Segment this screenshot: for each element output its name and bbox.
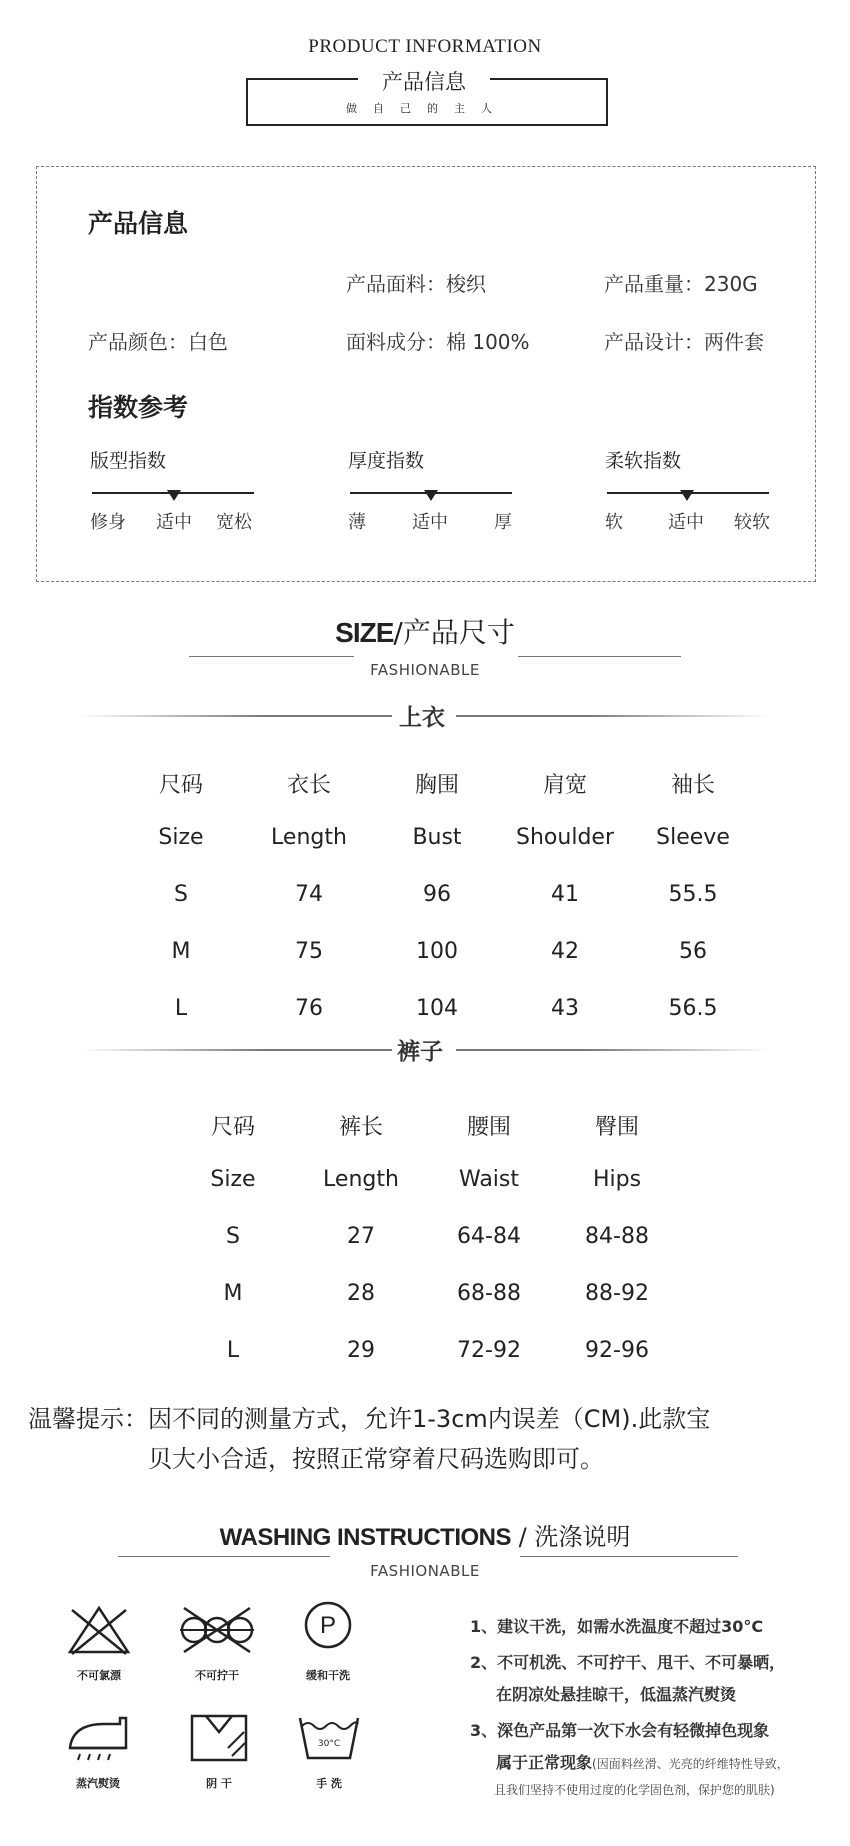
weight-label: 产品重量： [604,272,704,296]
pants-table-cell: L [226,1338,240,1363]
header-subtitle: 做自己的主人 [346,102,508,115]
hand-wash-label: 手 洗 [316,1777,342,1790]
pants-table-cell: M [223,1281,243,1306]
fabric-label: 产品面料： [346,272,446,296]
top-table-header-cn: 胸围 [414,773,460,798]
top-table-cell: 76 [295,996,323,1021]
pants-table-header-en: Size [210,1167,256,1192]
steam-iron-label: 蒸汽熨烫 [76,1777,120,1790]
top-table-cell: S [174,882,188,907]
top-table-cell: 100 [416,939,458,964]
wash-instruction-1: 1、建议干洗，如需水洗温度不超过30°C [470,1617,764,1636]
pants-table-header-cn: 裤长 [338,1115,384,1140]
top-table-cell: 74 [295,882,323,907]
washing-title-line-right [520,1556,738,1557]
index-heading: 指数参考 [88,393,189,422]
top-table-header-en: Size [158,825,204,850]
svg-text:P: P [319,1612,337,1639]
weight-value: 230G [704,272,758,296]
pants-section-label: 裤子 [397,1039,443,1065]
washing-title-rest: / 洗涤说明 [511,1523,631,1551]
fit-index-label-right: 宽松 [216,512,252,533]
pants-table-header-en: Waist [458,1167,520,1192]
fabric-field [346,268,486,297]
no-bleach-icon [66,1604,132,1656]
pants-table-header-cn: 尺码 [210,1115,256,1140]
softness-index-label-mid: 适中 [668,512,704,533]
pants-table-header-cn: 臀围 [594,1115,640,1140]
softness-index-label-right: 较软 [734,512,770,533]
size-title-line-right [518,656,681,657]
pants-table-cell: 28 [347,1281,375,1306]
weight-field [604,268,758,297]
composition-value: 棉 100% [446,330,530,354]
top-table-cell: 75 [295,939,323,964]
top-table-header-cn: 尺码 [158,773,204,798]
washing-title-line-left [118,1556,330,1557]
design-field [604,326,764,355]
size-tip-line2: 贝大小合适，按照正常穿着尺码选购即可。 [148,1445,604,1473]
wash-instruction-3a: 3、深色产品第一次下水会有轻微掉色现象 [470,1721,770,1740]
info-heading: 产品信息 [88,209,189,238]
header-title-en: PRODUCT INFORMATION [308,36,542,57]
top-section-line-right [456,715,770,717]
top-table-header-cn: 衣长 [286,773,332,798]
no-bleach-label: 不可氯漂 [77,1669,121,1682]
top-table-cell: 43 [551,996,579,1021]
softness-index-label-left: 软 [605,512,623,533]
fit-index-marker-icon [167,490,181,501]
washing-tagline: FASHIONABLE [370,1562,480,1580]
size-section-title [0,611,850,651]
pants-table-header-en: Length [323,1167,399,1192]
wash-instruction-3b-main: 属于正常现象 [496,1753,593,1772]
top-table-cell: 41 [551,882,579,907]
design-label: 产品设计： [604,330,704,354]
top-table-cell: L [174,996,188,1021]
dry-clean-icon [303,1600,353,1650]
pants-table-cell: 27 [347,1224,375,1249]
thickness-index-label-left: 薄 [348,512,366,533]
washing-section-title [0,1517,850,1552]
size-title-bold: SIZE [335,617,394,648]
top-table-header-cn: 袖长 [670,773,716,798]
top-section-label: 上衣 [399,705,445,731]
pants-section-line-right [456,1049,770,1051]
wash-instruction-2a: 2、不可机洗、不可拧干、甩干、不可暴晒， [470,1653,786,1672]
washing-title-bold: WASHING INSTRUCTIONS [219,1524,511,1551]
dry-clean-label: 缓和干洗 [306,1669,350,1682]
shade-dry-label: 阴 干 [206,1777,232,1790]
size-title-line-left [189,656,354,657]
fabric-value: 梭织 [446,272,486,296]
wash-instruction-3b [496,1750,789,1773]
hand-wash-temp: 30°C [317,1739,341,1749]
top-table-header-en: Shoulder [516,825,614,850]
pants-table-cell: 72-92 [457,1338,521,1363]
wash-instruction-3c: 且我们坚持不使用过度的化学固色剂，保护您的肌肤) [494,1783,775,1797]
pants-table-cell: 68-88 [457,1281,521,1306]
color-value: 白色 [188,330,228,354]
pants-table-cell: 84-88 [585,1224,649,1249]
composition-label: 面料成分： [346,330,446,354]
size-tagline: FASHIONABLE [370,661,480,679]
pants-table-cell: 88-92 [585,1281,649,1306]
no-wring-icon [176,1604,258,1656]
top-section-line-left [80,715,392,717]
thickness-index-title: 厚度指数 [348,450,425,472]
size-title-rest: /产品尺寸 [393,616,515,649]
wash-instruction-2b: 在阴凉处悬挂晾干，低温蒸汽熨烫 [496,1685,737,1704]
top-table-cell: 42 [551,939,579,964]
thickness-index-label-right: 厚 [494,512,512,533]
fit-index-label-mid: 适中 [156,512,192,533]
softness-index-title: 柔软指数 [605,450,682,472]
top-table-header-cn: 肩宽 [542,773,588,798]
top-table-header-en: Bust [412,825,462,850]
color-field [88,326,228,355]
design-value: 两件套 [704,330,764,354]
top-table-header-en: Length [271,825,347,850]
thickness-index-label-mid: 适中 [412,512,448,533]
fit-index-title: 版型指数 [90,450,167,472]
no-wring-label: 不可拧干 [195,1669,239,1682]
top-table-cell: 104 [416,996,458,1021]
top-table-cell: M [171,939,191,964]
header-line-left [246,78,358,80]
shade-dry-icon [188,1712,250,1764]
top-table-cell: 56 [679,939,707,964]
size-tip-line1: 温馨提示：因不同的测量方式，允许1-3cm内误差（CM).此款宝 [28,1405,711,1433]
top-table-cell: 96 [423,882,451,907]
wash-instruction-3b-note: (因面料丝滑、光亮的纤维特性导致， [592,1757,789,1771]
steam-iron-icon [66,1712,130,1762]
header-title-cn: 产品信息 [382,70,466,94]
pants-table-cell: S [226,1224,240,1249]
composition-field [346,326,530,355]
color-label: 产品颜色： [88,330,188,354]
hand-wash-icon [296,1712,362,1764]
pants-table-cell: 92-96 [585,1338,649,1363]
pants-table-header-en: Hips [592,1167,642,1192]
fit-index-label-left: 修身 [90,512,126,533]
pants-table-cell: 29 [347,1338,375,1363]
softness-index-marker-icon [680,490,694,501]
pants-section-line-left [80,1049,392,1051]
header-line-right [490,78,606,80]
top-table-cell: 56.5 [668,996,718,1021]
pants-table-header-cn: 腰围 [466,1115,512,1140]
top-table-cell: 55.5 [668,882,718,907]
top-table-header-en: Sleeve [656,825,730,850]
pants-table-cell: 64-84 [457,1224,521,1249]
thickness-index-marker-icon [424,490,438,501]
